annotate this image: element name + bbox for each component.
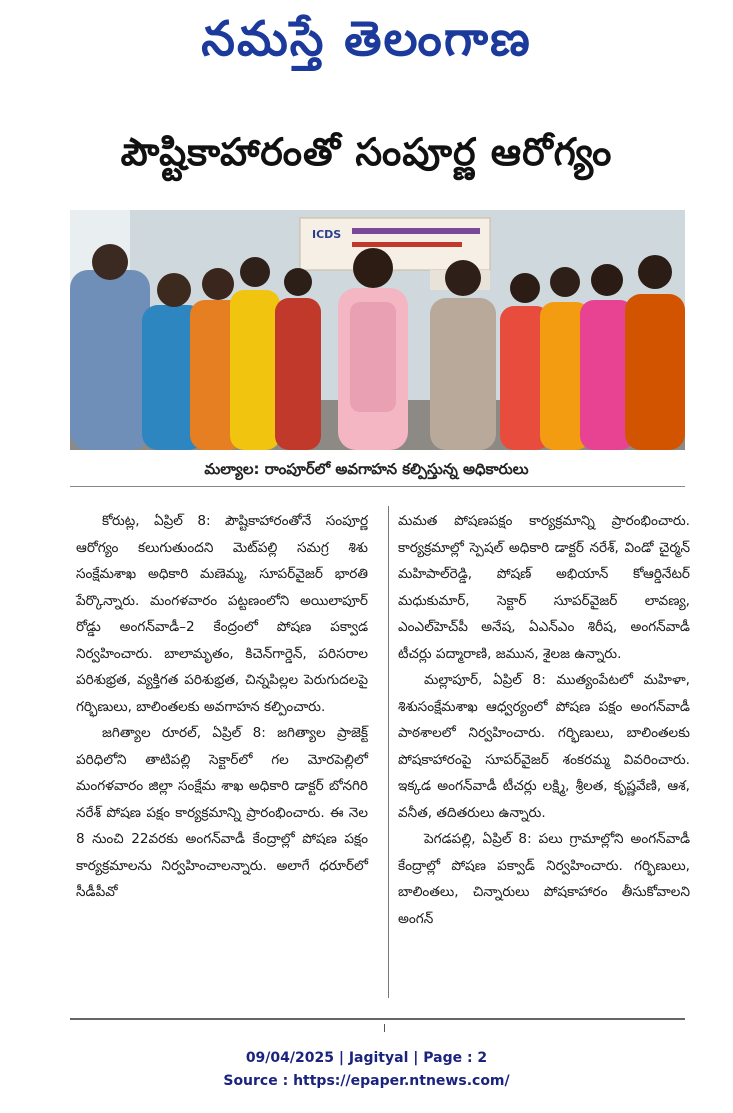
paragraph: మమత పోషణపక్షం కార్యక్రమాన్ని ప్రారంభించారు. కార్యక్రమాల్లో స్పెషల్ అధికారి డాక్టర్ నరేశ్, విండో చైర్మన్ మహిపాల్‌రెడ్డి, పోషణ్ అభియాన్ కోఆర్డినేటర్ మధుకుమార్, సెక్టార్ సూపర్‌వైజర్ లావణ్య, ఎంఎల్‌హెచ్‌పీ అనేష, ఏఎన్‌ఎం శిరీష, అంగన్‌వాడీ టీచర్లు పద్మారాణి, జమున, శైలజ ఉన్నారు. [398, 513, 690, 662]
photo-caption: మల్యాల: రాంపూర్‌లో అవగాహన కల్పిస్తున్న అధికారులు [204, 460, 529, 478]
paragraph: పెగడపల్లి, ఏప్రిల్ 8: పలు గ్రామాల్లోని అంగన్‌వాడీ కేంద్రాల్లో పోషణ పక్వాడ్ నిర్వహించారు. గర్భిణులు, బాలింతలు, చిన్నారులు పోషకాహారం తీసుకోవాలని అంగన్ [398, 831, 690, 927]
paragraph: జగిత్యాల రూరల్, ఏప్రిల్ 8: జగిత్యాల ప్రాజెక్ట్ పరిధిలోని తాటిపల్లి సెక్టార్‌లో గల మోరపెల్లిలో మంగళవారం జిల్లా సంక్షేమ శాఖ అధికారి డాక్టర్ బోనగిరి నరేశ్ పోషణ పక్షం కార్యక్రమాన్ని ప్రారంభించారు. ఈ నెల 8 నుంచి 22వరకు అంగన్‌వాడీ కేంద్రాల్లో పోషణ పక్షం కార్యక్రమాలను నిర్వహించాలన్నారు. అలాగే ధరూర్‌లో సీడీపీవో [76, 725, 368, 900]
article-photo [70, 210, 685, 450]
banner-text: ICDS [312, 228, 342, 241]
divider-tick [384, 1024, 385, 1032]
paragraph: మల్లాపూర్, ఏప్రిల్ 8: ముత్యంపేటలో మహిళా, శిశుసంక్షేమశాఖ ఆధ్వర్యంలో పోషణ పక్షం అంగన్‌వాడీ పాఠశాలలో నిర్వహించారు. గర్భిణులు, బాలింతలకు పోషకాహారంపై సూపర్‌వైజర్ శంకరమ్మ వివరించారు. ఇక్కడ అంగన్‌వాడీ టీచర్లు లక్ష్మి, శ్రీలత, కృష్ణవేణి, ఆశ, వనీత, తదితరులు ఉన్నారు. [398, 672, 690, 821]
footer-source-line: Source : https://epaper.ntnews.com/ [223, 1073, 510, 1089]
right-column [398, 508, 690, 932]
newspaper-title: నమస్తే తెలంగాణ [201, 11, 532, 67]
left-column [76, 508, 368, 906]
column-divider [388, 506, 389, 998]
caption-rule [70, 486, 685, 487]
article-headline: పౌష్టికాహారంతో సంపూర్ణ ఆరోగ్యం [120, 130, 613, 174]
footer-date-line: 09/04/2025 | Jagityal | Page : 2 [245, 1050, 488, 1066]
masthead [0, 0, 733, 82]
paragraph: కోరుట్ల, ఏప్రిల్ 8: పౌష్టికాహారంతోనే సంపూర్ణ ఆరోగ్యం కలుగుతుందని మెట్‌పల్లి సమగ్ర శిశు సంక్షేమశాఖ అధికారి మణెమ్మ, సూపర్‌వైజర్ భారతి పేర్కొన్నారు. మంగళవారం పట్టణంలోని అయిలాపూర్ రోడ్డు అంగన్‌వాడీ–2 కేంద్రంలో పోషణ పక్వాడ నిర్వహించారు. బాలామృతం, కిచెన్‌గార్డెన్, పరిసరాల పరిశుభ్రత, వ్యక్తిగత పరిశుభ్రత, చిన్నపిల్లల పెరుగుదలపై గర్భిణులు, బాలింతలకు అవగాహన కల్పించారు. [76, 513, 368, 715]
group-photo-icon [70, 210, 685, 450]
bottom-rule [70, 1018, 685, 1020]
